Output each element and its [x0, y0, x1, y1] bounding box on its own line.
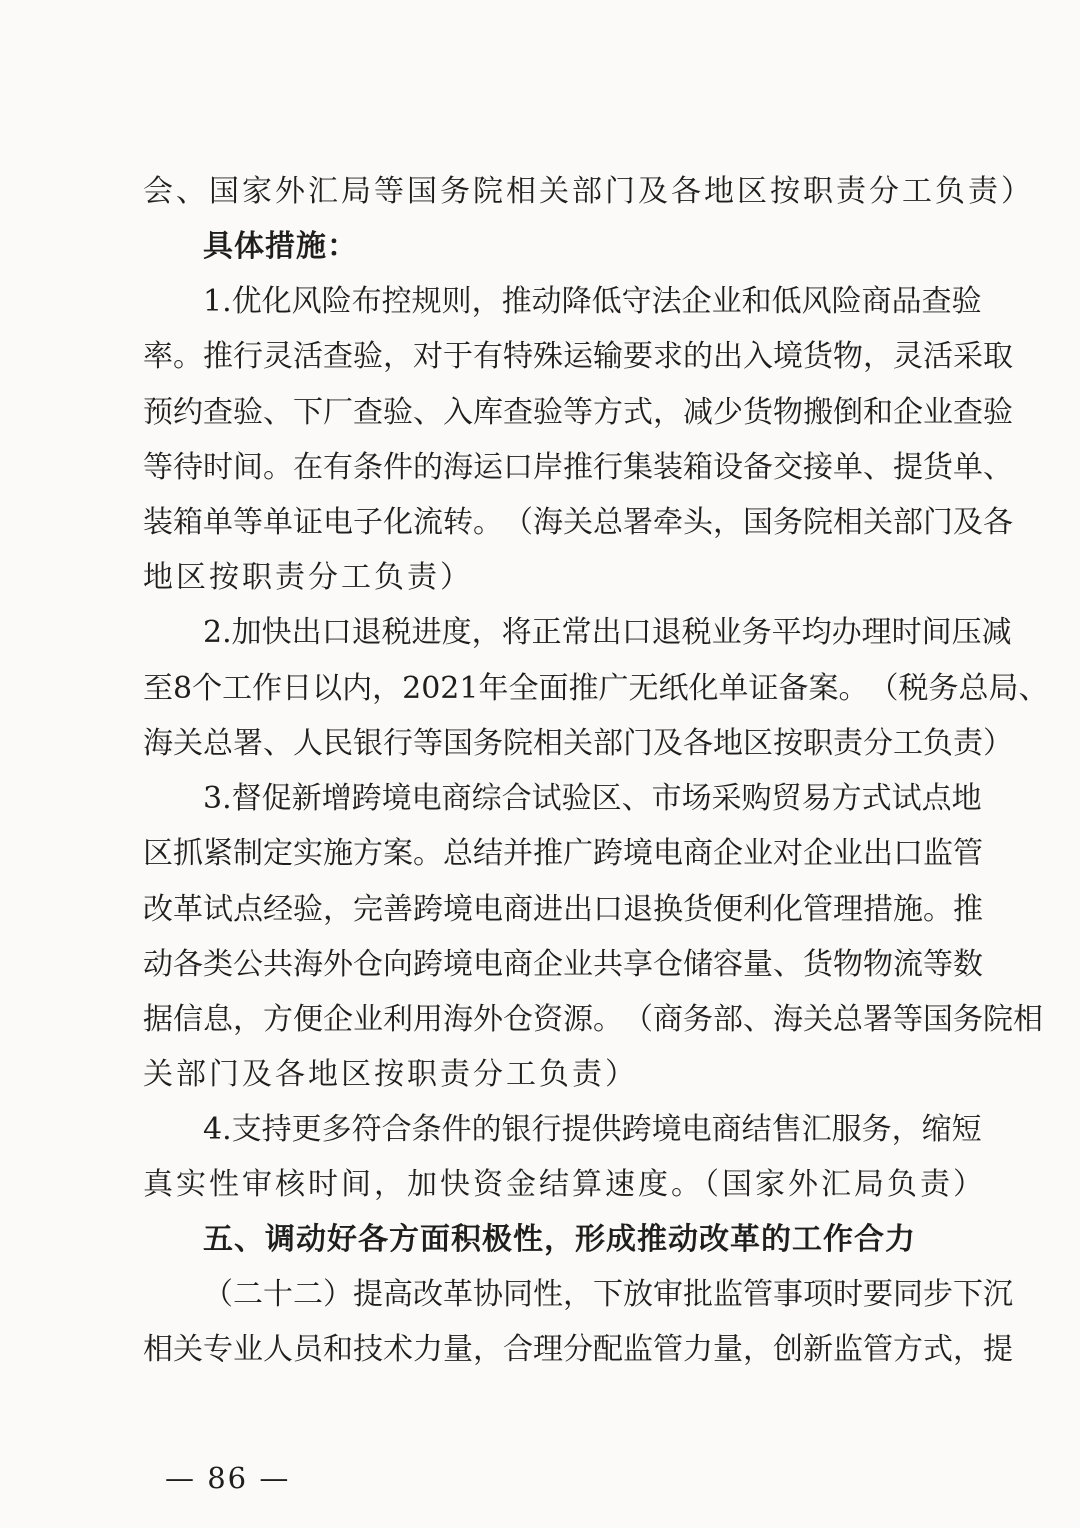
text-line: 区 抓 紧 制 定 实 施 方 案 。 总 结 并 推 广 跨 境 电 商 企 业 对 企 业 出 口 监 管 — [143, 836, 983, 871]
text-line: 至 8 个 工 作 日 以 内 ， 2 0 2 1 年 全 面 推 广 无 纸 化 单 证 备 案 。 （ 税 务 总 局 、 — [143, 671, 1049, 706]
text-line: 等 待 时 间 。 在 有 条 件 的 海 运 口 岸 推 行 集 装 箱 设 备 交 接 单 、 提 货 单 、 — [143, 450, 1013, 485]
text-line: 2 . 加 快 出 口 退 税 进 度 ， 将 正 常 出 口 退 税 业 务 平 均 办 理 时 间 压 减 — [203, 615, 1012, 650]
text-line: 1 . 优 化 风 险 布 控 规 则 ， 推 动 降 低 守 法 企 业 和 低 风 险 商 品 查 验 — [203, 284, 982, 319]
text-line: 据 信 息 ， 方 便 企 业 利 用 海 外 仓 资 源 。 （ 商 务 部 、 海 关 总 署 等 国 务 院 相 — [143, 1002, 1043, 1037]
text-line: 预 约 查 验 、 下 厂 查 验 、 入 库 查 验 等 方 式 ， 减 少 货 物 搬 倒 和 企 业 查 验 — [143, 395, 1013, 430]
text-line: 真实性审核时间，加快资金结算速度。（国家外汇局负责） — [143, 1167, 986, 1202]
text-line: 装 箱 单 等 单 证 电 子 化 流 转 。 （ 海 关 总 署 牵 头 ， 国 务 院 相 关 部 门 及 各 — [143, 505, 1013, 540]
text-line: 相 关 专 业 人 员 和 技 术 力 量 ， 合 理 分 配 监 管 力 量 ， 创 新 监 管 方 式 ， 提 — [143, 1332, 1013, 1367]
text-line: 地区按职责分工负责） — [143, 560, 473, 595]
section-heading: 五、调动好各方面积极性，形成推动改革的工作合力 — [203, 1222, 916, 1257]
text-line: 会、国家外汇局等国务院相关部门及各地区按职责分工负责） — [143, 174, 1034, 209]
page-number: — 86 — — [165, 1461, 291, 1495]
text-line: （ 二 十 二 ） 提 高 改 革 协 同 性 ， 下 放 审 批 监 管 事 项 时 要 同 步 下 沉 — [203, 1277, 1013, 1312]
text-line: 海 关 总 署 、 人 民 银 行 等 国 务 院 相 关 部 门 及 各 地 区 按 职 责 分 工 负 责 ） — [143, 726, 1013, 761]
text-line: 关部门及各地区按职责分工负责） — [143, 1057, 638, 1092]
text-line: 动 各 类 公 共 海 外 仓 向 跨 境 电 商 企 业 共 享 仓 储 容 量 、 货 物 物 流 等 数 — [143, 947, 983, 982]
text-line: 3 . 督 促 新 增 跨 境 电 商 综 合 试 验 区 、 市 场 采 购 贸 易 方 式 试 点 地 — [203, 781, 982, 816]
text-line: 改 革 试 点 经 验 ， 完 善 跨 境 电 商 进 出 口 退 换 货 便 利 化 管 理 措 施 。 推 — [143, 892, 983, 927]
text-line: 4 . 支 持 更 多 符 合 条 件 的 银 行 提 供 跨 境 电 商 结 售 汇 服 务 ， 缩 短 — [203, 1112, 982, 1147]
text-line: 率 。 推 行 灵 活 查 验 ， 对 于 有 特 殊 运 输 要 求 的 出 入 境 货 物 ， 灵 活 采 取 — [143, 339, 1013, 374]
subheading-measures: 具体措施： — [203, 229, 358, 264]
